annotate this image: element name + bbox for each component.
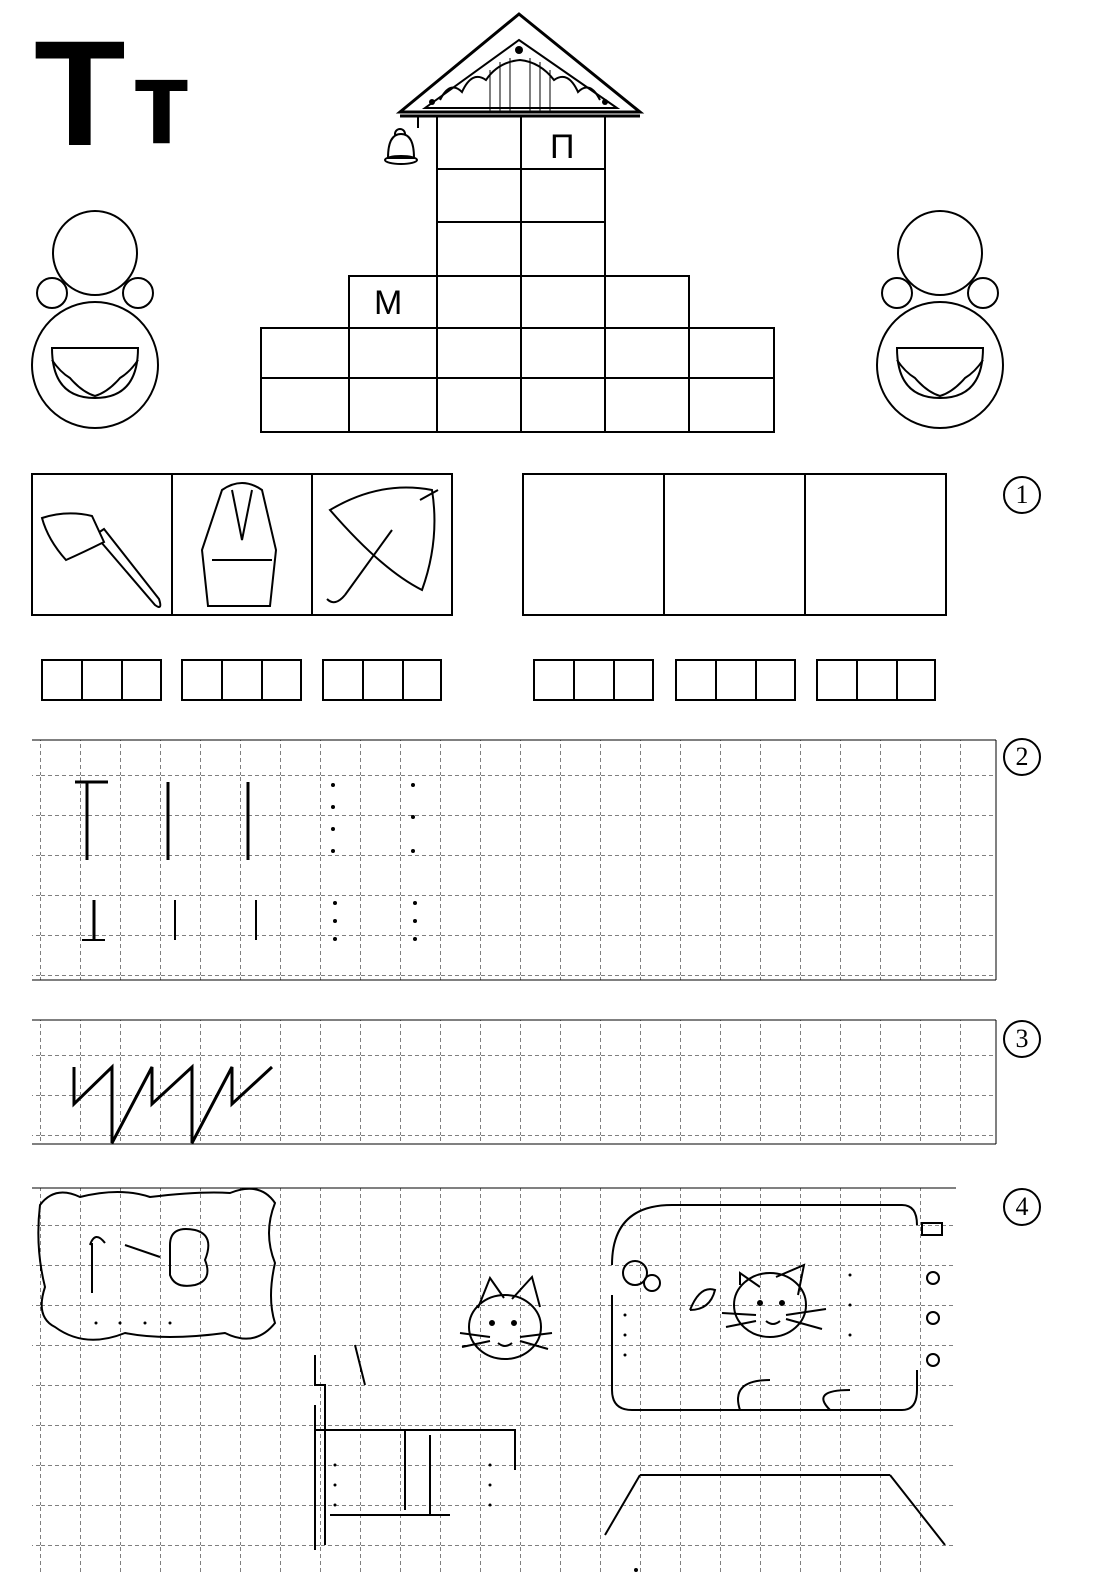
house-tower bbox=[261, 116, 774, 432]
girl-right-icon bbox=[877, 211, 1003, 428]
task4-drawing-grid bbox=[0, 1185, 1098, 1575]
task-number-2: 2 bbox=[1003, 738, 1041, 776]
umbrella-icon bbox=[327, 488, 438, 603]
task2-copybook-grid bbox=[0, 735, 1098, 985]
house-letter-middle: М bbox=[374, 284, 403, 322]
task1-answer-boxes bbox=[42, 660, 935, 700]
bathrobe-icon bbox=[202, 483, 276, 606]
house-letter-top: П bbox=[550, 128, 575, 166]
task-number-4: 4 bbox=[1003, 1188, 1041, 1226]
task-number-3: 3 bbox=[1003, 1020, 1041, 1058]
house-roof bbox=[400, 14, 640, 116]
girl-left-icon bbox=[32, 211, 158, 428]
letter-uppercase: Т bbox=[34, 9, 126, 177]
letter-lowercase: т bbox=[132, 35, 191, 169]
task3-pattern-grid bbox=[0, 1015, 1098, 1150]
task1-pictures bbox=[0, 460, 1098, 720]
letter-house bbox=[0, 0, 1098, 440]
axe-icon bbox=[42, 513, 160, 607]
task-number-1: 1 bbox=[1003, 476, 1041, 514]
bell-icon bbox=[385, 116, 418, 164]
